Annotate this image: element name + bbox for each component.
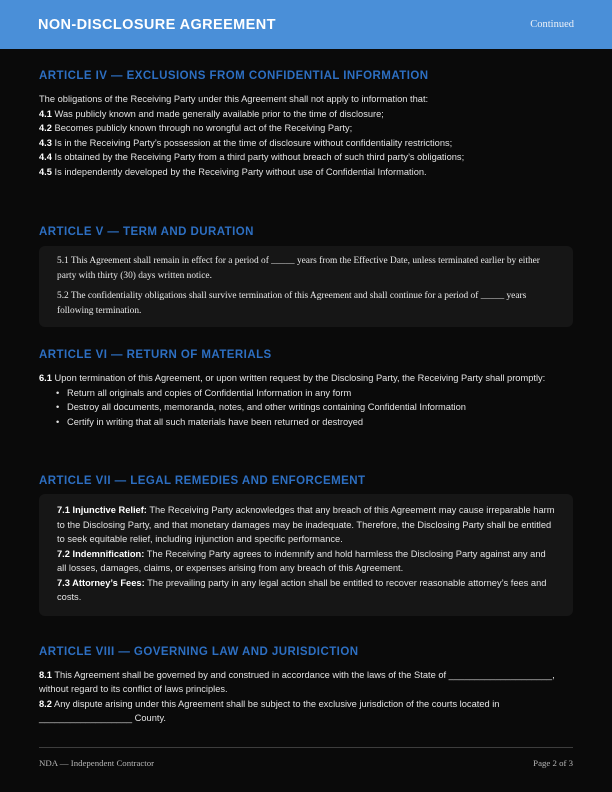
footer-document-name: NDA — Independent Contractor: [39, 758, 155, 768]
page-footer: [39, 747, 573, 768]
clause-7-3: [57, 576, 555, 605]
clause-4-2: [39, 121, 573, 136]
clause-text: This Agreement shall remain in effect for a period of _____ years from the Effective Date, unless terminated earlier by either party with thirty (30) days written notice.: [57, 256, 540, 281]
continued-label: Continued: [530, 19, 574, 30]
clause-label: 7.3 Attorney’s Fees:: [57, 577, 145, 588]
clause-text: The prevailing party in any legal action shall be entitled to recover reasonable attorney’s fees and costs.: [57, 577, 547, 602]
clause-5-2: [57, 289, 555, 318]
article-viii-heading: ARTICLE VIII — GOVERNING LAW AND JURISDICTION: [39, 645, 359, 658]
clause-8-2: [39, 697, 573, 726]
page-number: Page 2 of 3: [533, 758, 573, 768]
clause-8-1: [39, 668, 573, 697]
document-body: [0, 70, 612, 726]
article-iv-intro: The obligations of the Receiving Party under this Agreement shall not apply to information that:: [39, 94, 429, 104]
clause-5-1: [57, 254, 555, 283]
clause-text: The Receiving Party agrees to indemnify and hold harmless the Disclosing Party against any and all losses, damages, claims, or expenses arising from any breach of this Agreement.: [57, 548, 546, 573]
clause-text: Any dispute arising under this Agreement shall be subject to the exclusive jurisdiction of the courts located in __________________ County.: [39, 698, 500, 723]
list-item-text: Return all originals and copies of Confidential Information in any form: [67, 387, 352, 398]
clause-text: Was publicly known and made generally available prior to the time of disclosure;: [54, 108, 384, 119]
bullet-icon: [56, 400, 59, 415]
article-iv-heading: ARTICLE IV — EXCLUSIONS FROM CONFIDENTIAL INFORMATION: [39, 70, 429, 82]
clause-6-1: [39, 371, 573, 386]
article-vii-heading: ARTICLE VII — LEGAL REMEDIES AND ENFORCEMENT: [39, 475, 366, 487]
article-vi-heading: ARTICLE VI — RETURN OF MATERIALS: [39, 349, 272, 361]
clause-number: 5.1: [57, 256, 69, 266]
clause-number: 6.1: [39, 373, 52, 383]
clause-text: Is independently developed by the Receiving Party without use of Confidential Information.: [54, 166, 427, 177]
bullet-icon: [56, 415, 59, 430]
article-v-heading: ARTICLE V — TERM AND DURATION: [39, 226, 254, 238]
clause-text: Is obtained by the Receiving Party from a third party without breach of such third party’s obligations;: [54, 152, 465, 162]
clause-text: This Agreement shall be governed by and construed in accordance with the laws of the State of ____________________, without regard to its conflict of laws principles.: [39, 669, 555, 694]
list-item: [39, 386, 573, 401]
clause-text: The confidentiality obligations shall survive termination of this Agreement and shall continue for a period of _____ years following termination.: [57, 291, 527, 316]
clause-text: Becomes publicly known through no wrongful act of the Receiving Party;: [54, 123, 353, 133]
clause-text: The Receiving Party acknowledges that any breach of this Agreement may cause irreparable harm to the Disclosing Party, and that monetary damages may be inadequate. Therefore, the Disclosing Party shall be entitled to seek equitable relief, including injunction and specific performance.: [57, 505, 555, 544]
clause-4-1: [39, 107, 573, 122]
clause-label: 7.1 Injunctive Relief:: [57, 505, 147, 515]
return-materials-list: [39, 386, 573, 430]
clause-4-3: [39, 136, 573, 151]
clause-number: 8.1: [39, 669, 52, 680]
clause-number: 4.3: [39, 137, 52, 148]
clause-4-4: [39, 150, 573, 165]
clause-number: 4.5: [39, 166, 52, 177]
clause-number: 4.1: [39, 108, 52, 119]
clause-7-1: [57, 503, 555, 547]
legal-remedies-box: [39, 494, 573, 616]
clause-number: 5.2: [57, 291, 69, 301]
clause-text: Upon termination of this Agreement, or upon written request by the Disclosing Party, the Receiving Party shall promptly:: [54, 373, 546, 383]
list-item-text: Destroy all documents, memoranda, notes, and other writings containing Confidential Information: [67, 402, 466, 412]
header-bar: [0, 0, 612, 49]
list-item-text: Certify in writing that all such materials have been returned or destroyed: [67, 416, 364, 427]
list-item: [39, 415, 573, 430]
clause-number: 8.2: [39, 698, 52, 709]
clause-number: 4.2: [39, 123, 52, 133]
list-item: [39, 400, 573, 415]
clause-text: Is in the Receiving Party’s possession at the time of disclosure without confidentiality restrictions;: [54, 137, 453, 148]
term-duration-box: [39, 246, 573, 327]
bullet-icon: [56, 386, 59, 401]
clause-number: 4.4: [39, 152, 52, 162]
clause-4-5: [39, 165, 573, 180]
document-title: NON-DISCLOSURE AGREEMENT: [38, 16, 276, 33]
clause-7-2: [57, 547, 555, 576]
clause-label: 7.2 Indemnification:: [57, 548, 145, 559]
